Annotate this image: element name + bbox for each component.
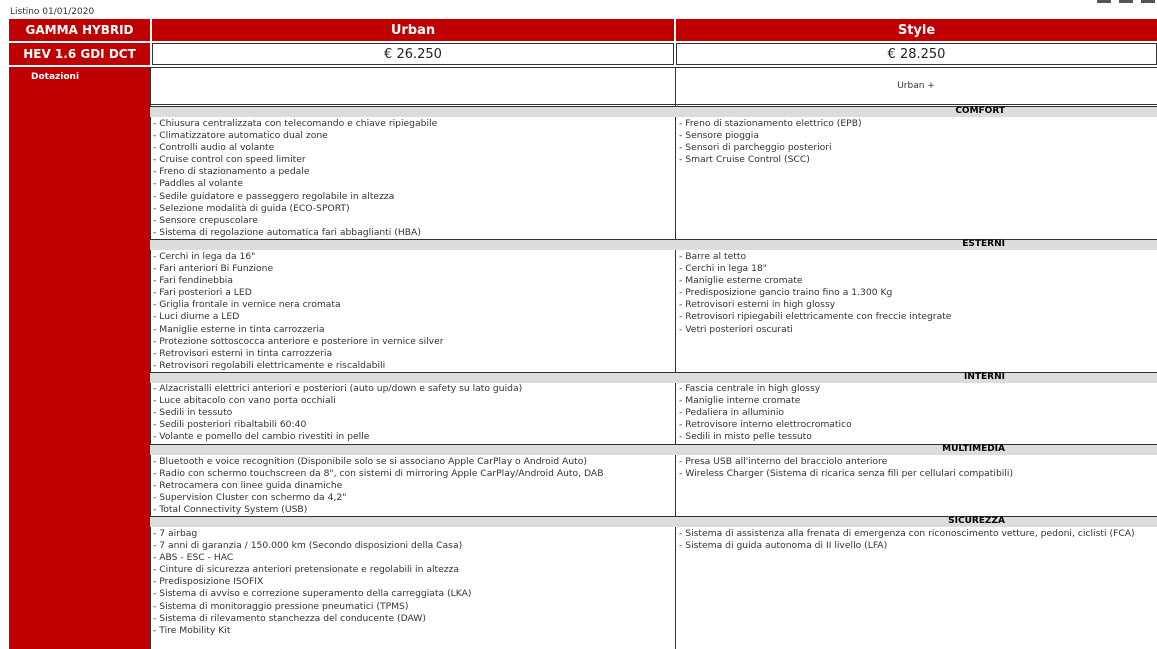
list-item: - Maniglie interne cromate [679,395,801,407]
list-item: - Sensore crepuscolare [153,214,258,226]
list-item: - Selezione modalità di guida (ECO-SPORT) [153,202,350,214]
list-item: - Sedili posteriori ribaltabili 60:40 [153,419,307,431]
list-item: - Supervision Cluster con schermo da 4,2" [153,492,347,504]
list-item: - Radio con schermo touchscreen da 8", con sistemi di mirroring Apple CarPlay/Android Auto, DAB [153,468,604,480]
decorative-lines [1097,0,1157,4]
list-item: - Sedile guidatore e passeggero regolabile in altezza [153,190,395,202]
comfort-style-list [679,118,862,166]
list-item: - Retrocamera con linee guida dinamiche [153,480,343,492]
urban-header: Urban [152,19,674,41]
list-item: - Fari anteriori Bi Funzione [153,263,274,275]
list-item: - Freno di stazionamento elettrico (EPB) [679,118,862,129]
price-list-date: Listino 01/01/2020 [10,7,95,17]
list-item: - Sistema di rilevamento stanchezza del conducente (DAW) [153,612,426,624]
list-item: - Retrovisori esterni in high glossy [679,299,836,311]
section-title: INTERNI [964,372,1005,382]
list-item: - Vetri posteriori oscurati [679,323,793,335]
multimedia-style-list [679,456,1013,480]
list-item: - Sistema di monitoraggio pressione pneumatici (TPMS) [153,600,409,612]
list-item: - Sistema di regolazione automatica fari abbaglianti (HBA) [153,226,421,238]
list-item: - Sensore pioggia [679,130,759,142]
gamma-header: GAMMA HYBRID [9,19,150,41]
section-bar-interni [150,372,1157,383]
section-title: ESTERNI [962,239,1005,249]
list-item: - Maniglie esterne in tinta carrozzeria [153,323,325,335]
left-border [150,67,151,649]
list-item: - ABS - ESC - HAC [153,552,234,564]
list-item: - Barre al tetto [679,251,747,262]
section-bar-esterni [150,239,1157,250]
list-item: - 7 anni di garanzia / 150.000 km (Secondo disposizioni della Casa) [153,540,463,552]
list-item: - Cerchi in lega 18" [679,263,768,275]
list-item: - Smart Cruise Control (SCC) [679,154,810,166]
list-item: - Pedaliera in alluminio [679,407,785,419]
list-item: - Controlli audio al volante [153,142,275,154]
list-item: - Presa USB all'interno del bracciolo anteriore [679,456,888,467]
list-item: - Predisposizione gancio traino fino a 1.300 Kg [679,287,893,299]
style-header: Style [676,19,1157,41]
esterni-urban-list [153,251,444,372]
list-item: - Retrovisori ripiegabili elettricamente con freccie integrate [679,311,952,323]
section-bar-comfort [150,106,1157,117]
list-item: - Luce abitacolo con vano porta occhiali [153,395,336,407]
list-item: - Wireless Charger (Sistema di ricarica senza fili per cellulari compatibili) [679,468,1014,480]
list-item: - Retrovisori regolabili elettricamente e riscaldabili [153,359,386,371]
section-bar-sicurezza [150,516,1157,527]
dotazioni-label: Dotazioni [31,72,80,82]
urban-price: € 26.250 [152,43,674,65]
list-item: - Maniglie esterne cromate [679,275,803,287]
style-base-note: Urban + [897,81,935,91]
list-item: - Fari posteriori a LED [153,287,252,299]
style-price: € 28.250 [676,43,1157,65]
list-item: - Bluetooth e voice recognition (Disponibile solo se si associano Apple CarPlay o Android Auto) [153,456,587,467]
section-title: SICUREZZA [948,516,1005,526]
list-item: - Protezione sottoscocca anteriore e posteriore in vernice silver [153,335,444,347]
list-item: - Paddles al volante [153,178,243,190]
section-title: COMFORT [955,106,1005,116]
multimedia-urban-list [153,456,604,516]
column-divider [675,67,676,649]
list-item: - Sedili in tessuto [153,407,233,419]
engine-label: HEV 1.6 GDI DCT [9,43,150,65]
list-item: - Retrovisore interno elettrocromatico [679,419,852,431]
interni-urban-list [153,383,522,443]
list-item: - Cruise control con speed limiter [153,154,306,166]
list-item: - Sistema di avviso e correzione superamento della carreggiata (LKA) [153,588,472,600]
list-item: - Tire Mobility Kit [153,624,231,636]
list-item: - Cerchi in lega da 16" [153,251,256,262]
comfort-urban-list [153,118,437,239]
list-item: - Predisposizione ISOFIX [153,576,264,588]
list-item: - Sensori di parcheggio posteriori [679,142,832,154]
list-item: - Alzacristalli elettrici anteriori e posteriori (auto up/down e safety su lato guida) [153,383,523,394]
list-item: - Luci diurne a LED [153,311,240,323]
section-bar-multimedia [150,444,1157,455]
dotazioni-sidebar [9,67,150,649]
list-item: - Sedili in misto pelle tessuto [679,431,812,443]
list-item: - 7 airbag [153,528,198,539]
list-item: - Climatizzatore automatico dual zone [153,130,328,142]
list-item: - Fari fendinebbia [153,275,233,287]
list-item: - Total Connectivity System (USB) [153,504,308,516]
list-item: - Griglia frontale in vernice nera cromata [153,299,341,311]
sicurezza-urban-list [153,528,472,637]
section-title: MULTIMEDIA [942,444,1005,454]
list-item: - Fascia centrale in high glossy [679,383,821,394]
list-item: - Sistema di guida autonoma di II livello (LFA) [679,540,888,552]
list-item: - Chiusura centralizzata con telecomando e chiave ripiegabile [153,118,438,129]
list-item: - Retrovisori esterni in tinta carrozzeria [153,347,333,359]
sicurezza-style-list [679,528,1135,552]
list-item: - Cinture di sicurezza anteriori pretensionate e regolabili in altezza [153,564,460,576]
interni-style-list [679,383,852,443]
list-item: - Freno di stazionamento a pedale [153,166,310,178]
list-item: - Sistema di assistenza alla frenata di emergenza con riconoscimento vetture, pedoni, ciclisti (FCA) [679,528,1135,539]
list-item: - Volante e pomello del cambio rivestiti in pelle [153,431,370,443]
esterni-style-list [679,251,951,336]
